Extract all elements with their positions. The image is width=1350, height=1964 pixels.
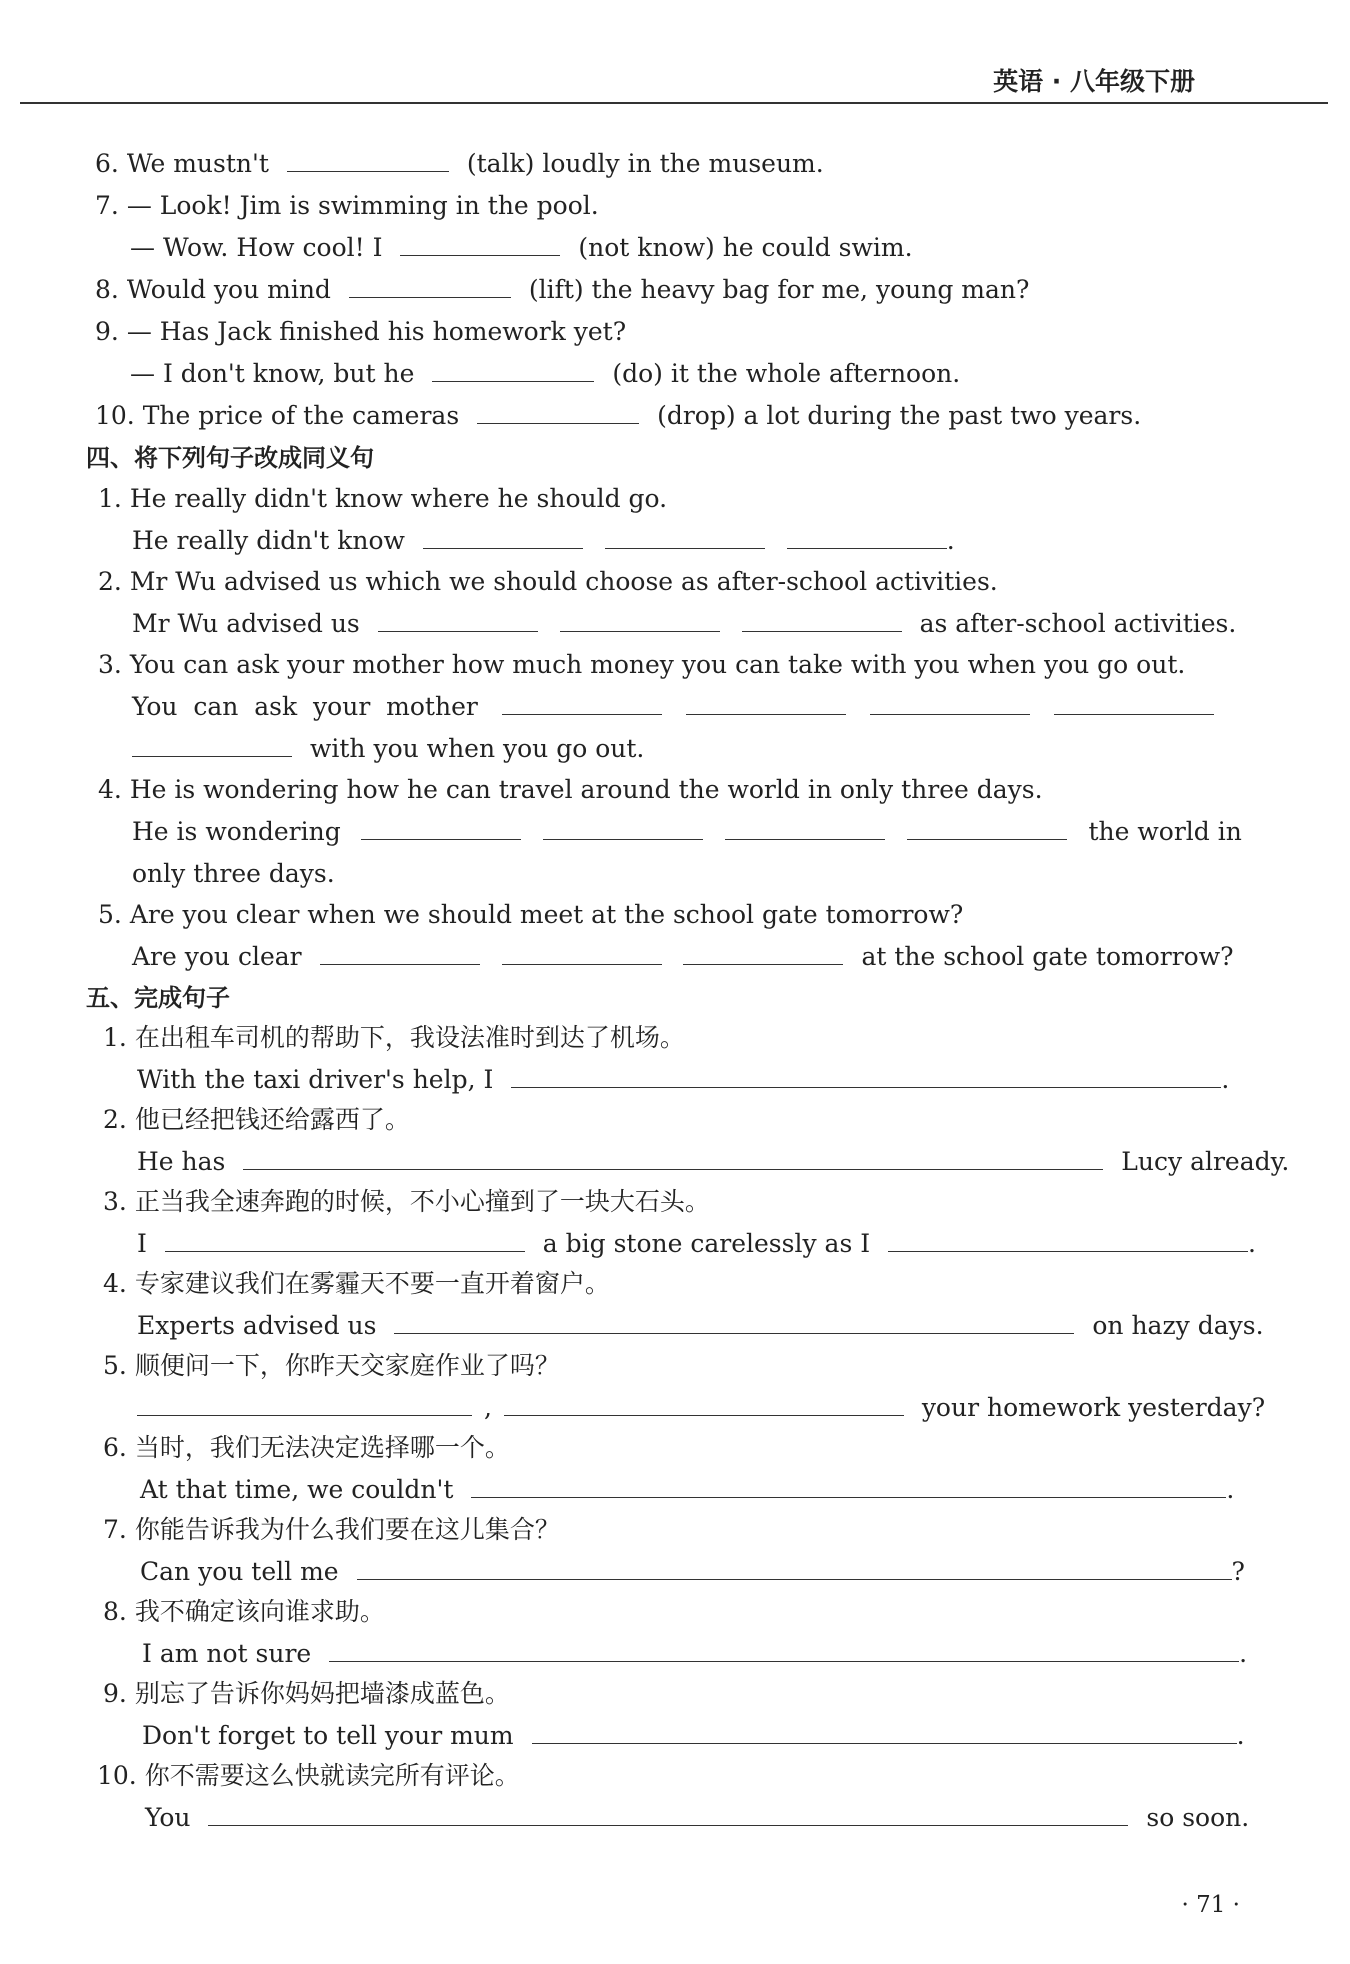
question-text: — I don't know, but he — [130, 359, 415, 388]
answer-blank[interactable] — [742, 609, 902, 632]
question-text: With the taxi driver's help, I — [137, 1065, 494, 1094]
q5-5-line1 — [103, 1348, 560, 1384]
question-text: — Has Jack finished his homework yet? — [126, 317, 627, 346]
q4-3-line3 — [132, 731, 644, 767]
q3-6 — [95, 146, 824, 182]
punctuation: ? — [1231, 1557, 1245, 1586]
question-number: 5. — [103, 1351, 127, 1380]
q3-9-line1 — [95, 314, 626, 350]
question-text: so soon. — [1146, 1803, 1250, 1832]
question-text: You — [145, 1803, 191, 1832]
question-text: He has — [137, 1147, 226, 1176]
question-text: He is wondering how he can travel around the world in only three days. — [129, 775, 1043, 804]
question-text: You can ask your mother — [132, 692, 478, 721]
question-text: Are you clear when we should meet at the school gate tomorrow? — [129, 900, 964, 929]
answer-blank[interactable] — [394, 1311, 1074, 1334]
answer-blank[interactable] — [243, 1147, 1103, 1170]
question-number: 2. — [98, 567, 122, 596]
question-text: He really didn't know — [132, 526, 405, 555]
answer-blank[interactable] — [432, 359, 594, 382]
answer-blank[interactable] — [165, 1229, 525, 1252]
answer-blank[interactable] — [888, 1229, 1248, 1252]
q5-3-line2 — [137, 1226, 1256, 1262]
question-number: 4. — [98, 775, 122, 804]
question-text: (drop) a lot during the past two years. — [657, 401, 1142, 430]
question-text: He really didn't know where he should go. — [129, 484, 668, 513]
question-number: 9. — [103, 1679, 127, 1708]
question-text: (not know) he could swim. — [578, 233, 913, 262]
question-chinese: 正当我全速奔跑的时候，不小心撞到了一块大石头。 — [134, 1187, 710, 1216]
answer-blank[interactable] — [560, 609, 720, 632]
answer-blank[interactable] — [287, 149, 449, 172]
answer-blank[interactable] — [511, 1065, 1221, 1088]
section-5-title: 五、完成句子 — [86, 984, 230, 1012]
q5-5-line2 — [137, 1390, 1265, 1426]
q5-6-line2 — [140, 1472, 1234, 1508]
question-number: 1. — [98, 484, 122, 513]
page-number: · 71 · — [1181, 1892, 1240, 1918]
section-4-title: 四、将下列句子改成同义句 — [86, 444, 374, 472]
q4-1-line2 — [132, 523, 955, 559]
q4-2-line1 — [98, 564, 998, 600]
question-number: 6. — [95, 149, 119, 178]
q5-2-line2 — [137, 1144, 1289, 1180]
question-chinese: 你能告诉我为什么我们要在这儿集合？ — [134, 1515, 560, 1544]
punctuation: . — [1248, 1229, 1256, 1258]
q5-9-line2 — [142, 1718, 1245, 1754]
q4-3-line1 — [98, 647, 1185, 683]
question-number: 6. — [103, 1433, 127, 1462]
q5-9-line1 — [103, 1676, 510, 1712]
question-text: with you when you go out. — [309, 734, 645, 763]
question-text: Are you clear — [132, 942, 302, 971]
q3-7-line2 — [130, 230, 913, 266]
answer-blank[interactable] — [329, 1639, 1239, 1662]
q5-8-line1 — [103, 1594, 385, 1630]
question-number: 1. — [103, 1023, 127, 1052]
answer-blank[interactable] — [502, 942, 662, 965]
question-text: Mr Wu advised us which we should choose as after-school activities. — [129, 567, 998, 596]
answer-blank[interactable] — [543, 817, 703, 840]
question-number: 8. — [103, 1597, 127, 1626]
answer-blank[interactable] — [471, 1475, 1226, 1498]
q4-3-line2 — [132, 689, 1214, 725]
answer-blank[interactable] — [605, 526, 765, 549]
q5-8-line2 — [142, 1636, 1247, 1672]
question-text: (talk) loudly in the museum. — [466, 149, 824, 178]
question-text: — Wow. How cool! I — [130, 233, 383, 262]
answer-blank[interactable] — [378, 609, 538, 632]
question-text: Lucy already. — [1121, 1147, 1290, 1176]
q4-4-line3: only three days. — [132, 859, 335, 888]
question-number: 5. — [98, 900, 122, 929]
question-chinese: 顺便问一下，你昨天交家庭作业了吗？ — [134, 1351, 560, 1380]
question-number: 3. — [98, 650, 122, 679]
q5-4-line2 — [137, 1308, 1264, 1344]
answer-blank[interactable] — [686, 692, 846, 715]
answer-blank[interactable] — [137, 1393, 472, 1416]
q4-5-line1 — [98, 897, 963, 933]
question-text: on hazy days. — [1092, 1311, 1264, 1340]
answer-blank[interactable] — [504, 1393, 904, 1416]
question-text: You can ask your mother how much money you can take with you when you go out. — [129, 650, 1186, 679]
answer-blank[interactable] — [907, 817, 1067, 840]
answer-blank[interactable] — [477, 401, 639, 424]
q5-1-line2 — [137, 1062, 1229, 1098]
question-text: Can you tell me — [140, 1557, 339, 1586]
q5-10-line1 — [97, 1758, 520, 1794]
answer-blank[interactable] — [208, 1803, 1128, 1826]
question-number: 8. — [95, 275, 119, 304]
q3-7-line1 — [95, 188, 599, 224]
answer-blank[interactable] — [400, 233, 560, 256]
answer-blank[interactable] — [502, 692, 662, 715]
question-chinese: 专家建议我们在雾霾天不要一直开着窗户。 — [134, 1269, 610, 1298]
answer-blank[interactable] — [357, 1557, 1232, 1580]
question-chinese: 在出租车司机的帮助下，我设法准时到达了机场。 — [134, 1023, 685, 1052]
punctuation: . — [1221, 1065, 1230, 1094]
answer-blank[interactable] — [361, 817, 521, 840]
header-rule — [20, 102, 1328, 104]
question-text: I am not sure — [142, 1639, 312, 1668]
question-text: your homework yesterday? — [921, 1393, 1266, 1422]
answer-blank[interactable] — [132, 734, 292, 757]
question-number: 2. — [103, 1105, 127, 1134]
answer-blank[interactable] — [1054, 692, 1214, 715]
question-text: The price of the cameras — [142, 401, 460, 430]
q3-8 — [95, 272, 1029, 308]
question-text: I — [137, 1229, 147, 1258]
answer-blank[interactable] — [683, 942, 843, 965]
question-text: (do) it the whole afternoon. — [612, 359, 961, 388]
answer-blank[interactable] — [870, 692, 1030, 715]
question-chinese: 我不确定该向谁求助。 — [134, 1597, 385, 1626]
punctuation: . — [1239, 1639, 1248, 1668]
q5-1-line1 — [103, 1020, 685, 1056]
answer-blank[interactable] — [320, 942, 480, 965]
answer-blank[interactable] — [423, 526, 583, 549]
question-text: the world in — [1088, 817, 1242, 846]
question-number: 3. — [103, 1187, 127, 1216]
q5-4-line1 — [103, 1266, 610, 1302]
question-text: — Look! Jim is swimming in the pool. — [126, 191, 599, 220]
question-text: Experts advised us — [137, 1311, 377, 1340]
question-chinese: 当时，我们无法决定选择哪一个。 — [134, 1433, 510, 1462]
answer-blank[interactable] — [725, 817, 885, 840]
question-chinese: 他已经把钱还给露西了。 — [134, 1105, 410, 1134]
question-number: 7. — [103, 1515, 127, 1544]
q5-7-line1 — [103, 1512, 560, 1548]
q5-6-line1 — [103, 1430, 510, 1466]
punctuation: . — [946, 526, 955, 555]
question-text: a big stone carelessly as I — [542, 1229, 871, 1258]
question-chinese: 别忘了告诉你妈妈把墙漆成蓝色。 — [134, 1679, 510, 1708]
question-text: (lift) the heavy bag for me, young man? — [528, 275, 1030, 304]
q4-5-line2 — [132, 939, 1234, 975]
question-number: 4. — [103, 1269, 127, 1298]
question-number: 7. — [95, 191, 119, 220]
answer-blank[interactable] — [349, 275, 511, 298]
q5-3-line1 — [103, 1184, 710, 1220]
punctuation: . — [1226, 1475, 1235, 1504]
answer-blank[interactable] — [787, 526, 947, 549]
q4-4-line2 — [132, 814, 1242, 850]
header-title: 英语 · 八年级下册 — [993, 67, 1195, 96]
question-text: as after-school activities. — [919, 609, 1237, 638]
question-text: at the school gate tomorrow? — [861, 942, 1234, 971]
question-text: Don't forget to tell your mum — [142, 1721, 514, 1750]
question-number: 9. — [95, 317, 119, 346]
q3-10 — [95, 398, 1141, 434]
q5-2-line1 — [103, 1102, 410, 1138]
question-text: Would you mind — [126, 275, 331, 304]
question-text: At that time, we couldn't — [140, 1475, 454, 1504]
q5-7-line2 — [140, 1554, 1245, 1590]
punctuation: , — [483, 1393, 492, 1422]
question-text: He is wondering — [132, 817, 341, 846]
q4-4-line1 — [98, 772, 1043, 808]
question-number: 10. — [97, 1761, 137, 1790]
question-text: Mr Wu advised us — [132, 609, 360, 638]
q4-1-line1 — [98, 481, 667, 517]
q3-9-line2 — [130, 356, 960, 392]
question-text: We mustn't — [126, 149, 269, 178]
q5-10-line2 — [145, 1800, 1249, 1836]
question-chinese: 你不需要这么快就读完所有评论。 — [144, 1761, 520, 1790]
question-number: 10. — [95, 401, 135, 430]
answer-blank[interactable] — [532, 1721, 1237, 1744]
punctuation: . — [1236, 1721, 1245, 1750]
q4-2-line2 — [132, 606, 1236, 642]
